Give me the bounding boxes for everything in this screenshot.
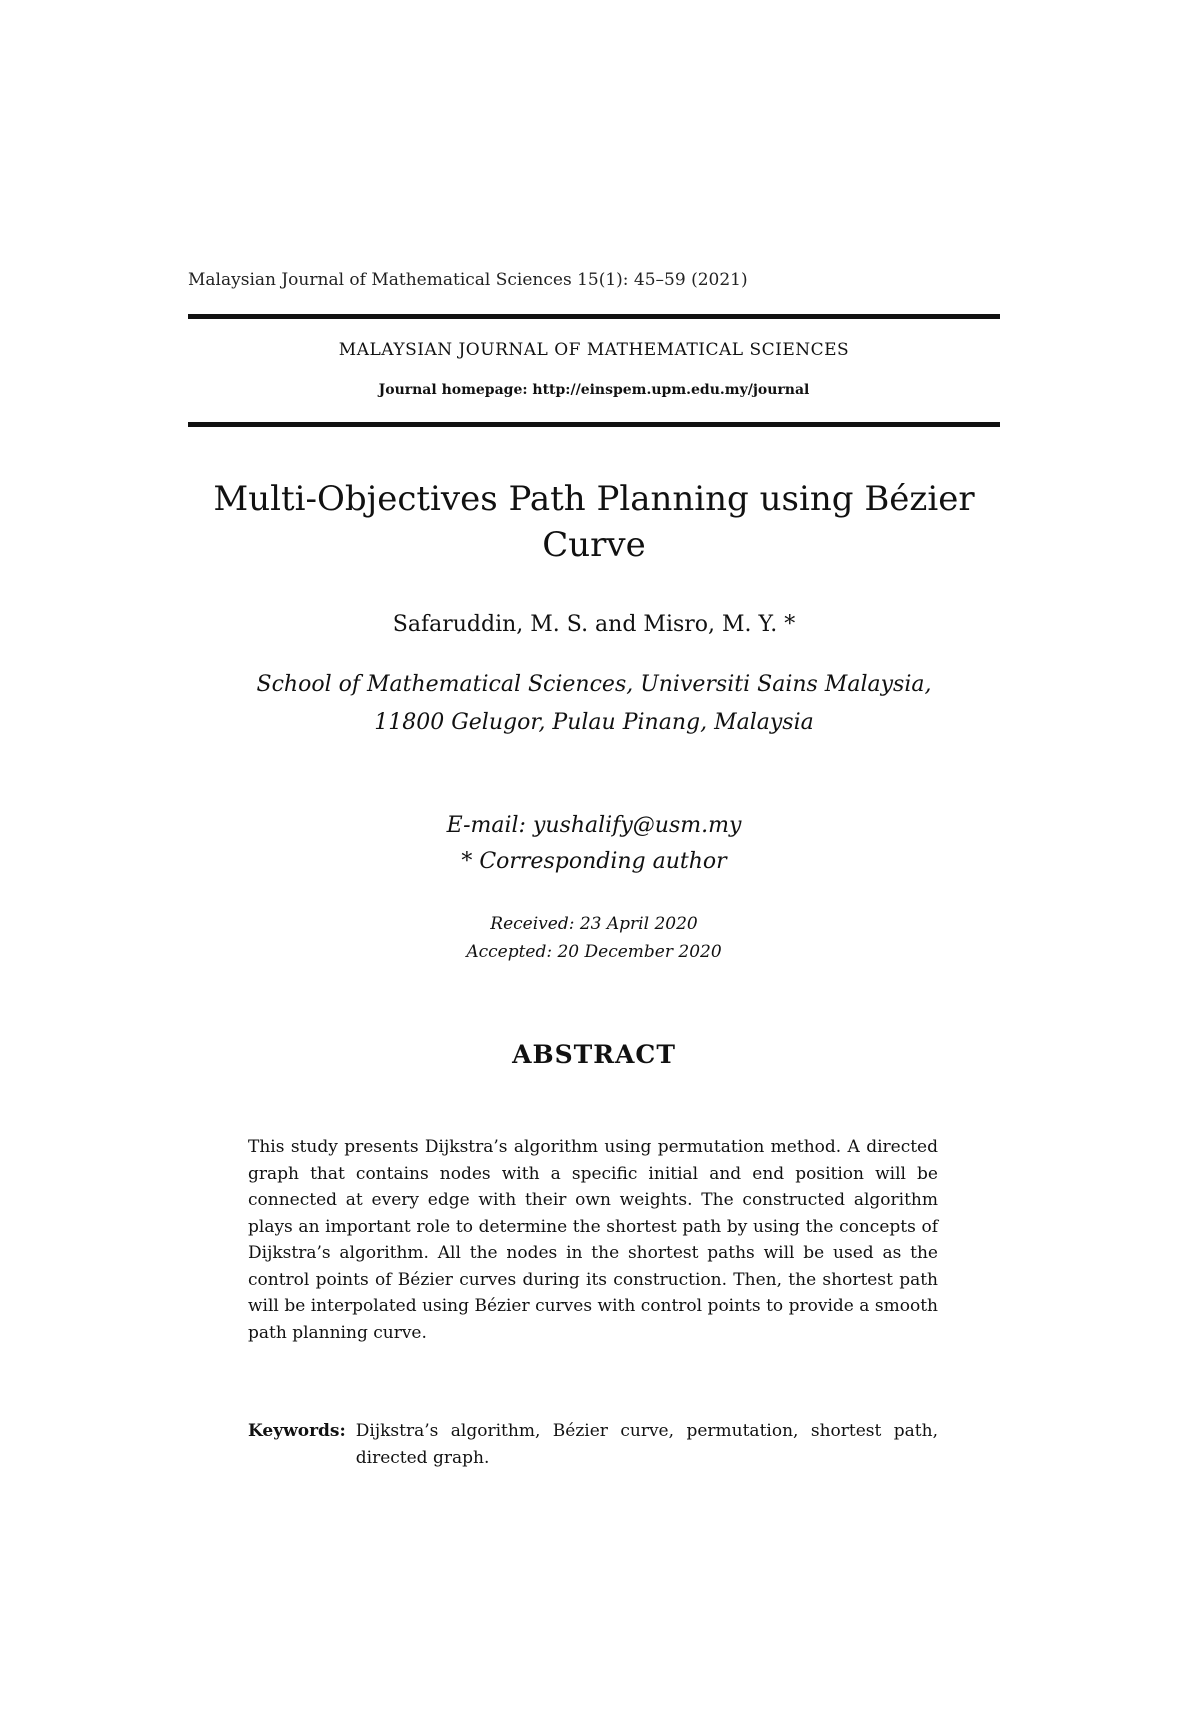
header-bottom-rule <box>188 422 1000 427</box>
keywords-text: Dijkstra’s algorithm, Bézier curve, permutation, shortest path, directed graph. <box>355 1421 938 1468</box>
keywords <box>248 1418 938 1471</box>
author-list: Safaruddin, M. S. and Misro, M. Y. * <box>392 612 796 637</box>
homepage-label: Journal homepage: <box>378 382 528 398</box>
received-date: Received: 23 April 2020 <box>490 914 698 934</box>
keywords-label: Keywords: <box>248 1421 346 1441</box>
submission-dates <box>188 910 1000 966</box>
header-top-rule <box>188 314 1000 319</box>
accepted-date: Accepted: 20 December 2020 <box>466 942 722 962</box>
journal-name: MALAYSIAN JOURNAL OF MATHEMATICAL SCIENCES <box>338 340 850 360</box>
homepage-link[interactable]: http://einspem.upm.edu.my/journal <box>532 382 810 398</box>
paper-title: Multi-Objectives Path Planning using Bézier Curve <box>213 479 975 565</box>
affiliation <box>188 666 1000 742</box>
affiliation-line-2: 11800 Gelugor, Pulau Pinang, Malaysia <box>374 710 814 735</box>
affiliation-line-1: School of Mathematical Sciences, Universiti Sains Malaysia, <box>256 672 932 697</box>
author-email[interactable]: E-mail: yushalify@usm.my <box>446 813 742 838</box>
abstract-body: This study presents Dijkstra’s algorithm using permutation method. A directed graph that contains nodes with a specific initial and end position will be connected at every edge with their own weights. The constructed algorithm plays an important role to determine the shortest path by using the concepts of Dijkstra’s algorithm. All the nodes in the shortest paths will be used as the control points of Bézier curves during its construction. Then, the shortest path will be interpolated using Bézier curves with control points to provide a smooth path planning curve. <box>248 1137 938 1343</box>
contact-info <box>188 808 1000 880</box>
journal-homepage <box>188 382 1000 398</box>
running-head: Malaysian Journal of Mathematical Sciences 15(1): 45–59 (2021) <box>188 270 748 290</box>
abstract-heading: ABSTRACT <box>512 1040 676 1069</box>
corresponding-author-note: * Corresponding author <box>461 849 727 874</box>
